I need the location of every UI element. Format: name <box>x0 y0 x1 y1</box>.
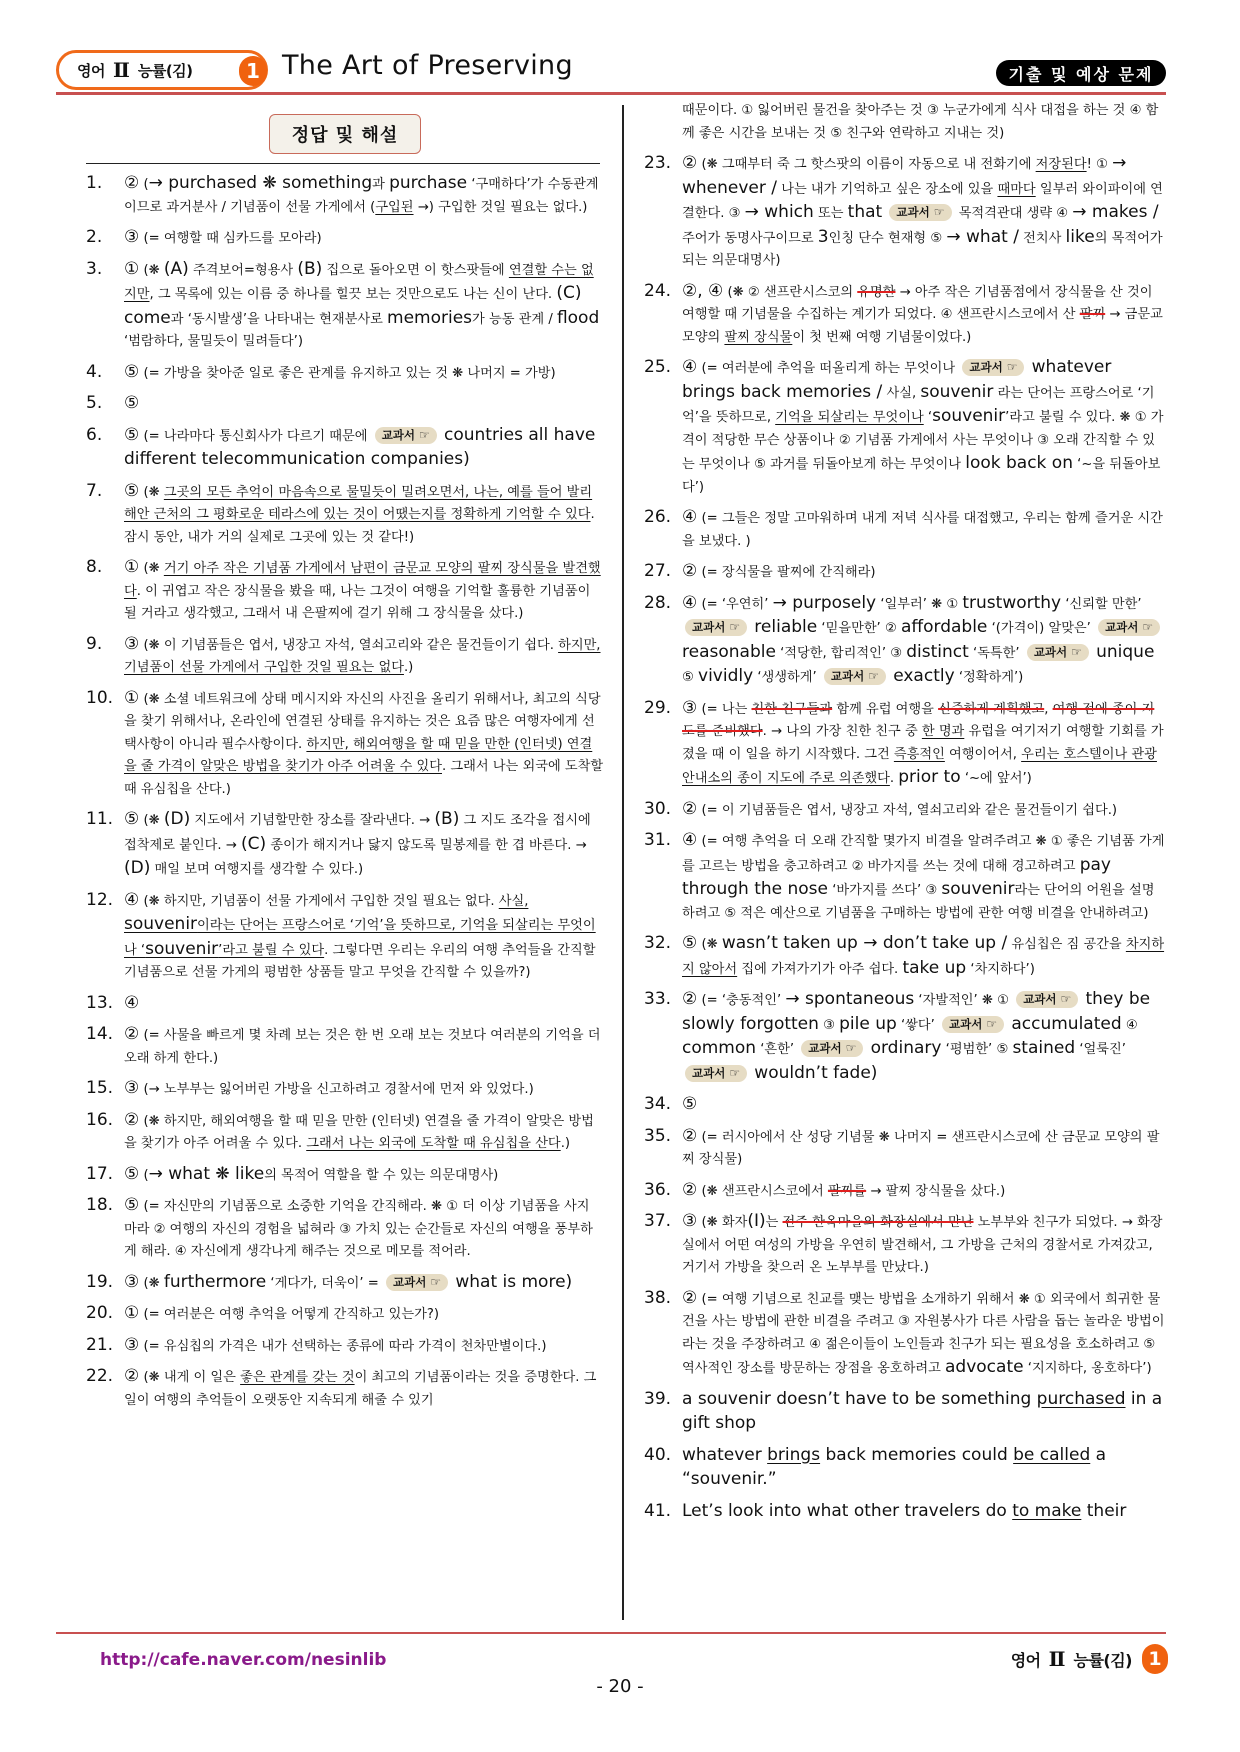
answer-item <box>644 506 1166 553</box>
answer-item <box>644 1500 1166 1525</box>
textbook-badge: 교과서 ☞ <box>1027 644 1089 661</box>
answer-explanation: ⑤ (❋ (D) 지도에서 기념할만한 장소를 잘라낸다. → (B) 그 지도 조각을 접시에 접착제로 붙인다. → (C) 종이가 해지거나 닳지 않도록 밀봉제를 한 겹 바른다. → (D) 매일 보며 여행지를 생각할 수 있다.) <box>124 809 591 878</box>
answer-explanation: ① (❋ 거기 아주 작은 기념품 가게에서 남편이 금문교 모양의 팔찌 장식물을 발견했다. 이 귀엽고 작은 장식물을 봤을 때, 나는 그것이 여행을 기억할 훌륭한 기념품이 될 거라고 생각했고, 그래서 내 은팔찌에 걸기 위해 그 장식물을 샀다.) <box>124 557 601 621</box>
answer-number: 21. <box>86 1334 114 1355</box>
section-heading <box>86 112 604 168</box>
answer-explanation: ① (= 여러분은 여행 추억을 어떻게 간직하고 있는가?) <box>124 1303 439 1323</box>
textbook-badge: 교과서 ☞ <box>685 619 747 636</box>
column-divider <box>622 105 624 1620</box>
answer-item <box>86 424 604 473</box>
answer-item <box>86 889 604 985</box>
answer-explanation: ③ (= 유심칩의 가격은 내가 선택하는 종류에 따라 가격이 천차만별이다.) <box>124 1334 547 1355</box>
answer-explanation: ① (❋ (A) 주격보어=형용사 (B) 집으로 돌아오면 이 핫스팟들에 연결할 수는 없지만, 그 목록에 있는 이름 중 하나를 힐끗 보는 것만으로도 나는 신이 난다. (C) come과 ‘동시발생’을 나타내는 현재분사로 memories가 능동 관계 / flood ‘범람하다, 물밀듯이 밀려들다’) <box>124 258 600 349</box>
answer-item <box>644 1093 1166 1118</box>
textbook-badge: 교과서 ☞ <box>375 427 437 444</box>
answer-explanation: ② (→ purchased ❋ something과 purchase ‘구매하다’가 수동관계이므로 과거분사 / 기념품이 선물 가게에서 (구입된 →) 구입한 것일 필요는 없다.) <box>124 173 599 215</box>
answer-explanation: ② (= 장식물을 팔찌에 간직해라) <box>682 561 876 581</box>
answer-list-right <box>644 100 1166 1524</box>
answer-number: 18. <box>86 1195 114 1215</box>
answer-number: 31. <box>644 830 672 850</box>
answer-item <box>86 633 604 680</box>
header-divider <box>56 92 1166 95</box>
answer-item <box>86 556 604 626</box>
answer-number: 36. <box>644 1179 672 1200</box>
section-title: 정답 및 해설 <box>269 114 421 154</box>
textbook-badge: 교과서 ☞ <box>386 1274 448 1291</box>
answer-explanation: ⑤ (❋ 그곳의 모든 추억이 마음속으로 물밀듯이 밀려오면서, 나는, 예를 들어 발리 해안 근처의 그 평화로운 테라스에 있는 것이 어땠는지를 정확하게 기억할 수 있다. 잠시 동안, 내가 거의 실제로 그곳에 있는 것 같다!) <box>124 480 595 545</box>
answer-explanation: ③ (= 여행할 때 심카드를 모아라) <box>124 227 322 247</box>
answer-item <box>86 992 604 1017</box>
answer-number: 7. <box>86 480 103 501</box>
answer-number: 39. <box>644 1388 672 1409</box>
answer-number: 19. <box>86 1271 114 1292</box>
answer-item <box>86 1163 604 1188</box>
answer-number: 33. <box>644 989 672 1009</box>
answer-item <box>644 356 1166 499</box>
pointing-hand-icon: ☞ <box>868 669 879 683</box>
answer-number: 17. <box>86 1163 114 1184</box>
answer-explanation: ③ (❋ 화자(I)는 전주 한옥마을의 화장실에서 만난 노부부와 친구가 되었다. → 화장실에서 어떤 여성의 가방을 우연히 발견해서, 그 가방을 근처의 경찰서로 가져갔고, 거기서 가방을 찾으러 온 노부부를 만났다.) <box>682 1211 1163 1275</box>
answer-explanation: ④ (= 여행 추억을 더 오래 간직할 몇가지 비결을 알려주려고 ❋ ① 좋은 기념품 가게를 고르는 방법을 충고하려고 ② 바가지를 쓰는 것에 대해 경고하려고 pay through the nose ‘바가지를 쓰다’ ③ souvenir라는 단어의 어원을 설명하려고 ⑤ 적은 예산으로 기념품을 구매하는 방법에 관한 여행 비결을 안내하려고) <box>682 830 1165 921</box>
pointing-hand-icon: ☞ <box>419 427 430 442</box>
answer-explanation: ④ (= ‘우연히’ → purposely ‘일부러’ ❋ ① trustworthy ‘신뢰할 만한’ 교과서 ☞ reliable ‘믿을만한’ ② affordable ‘(가격이) 알맞은’ 교과서 ☞ reasonable ‘적당한, 합리적인’ ③ distinct ‘독특한’ 교과서 ☞ unique ⑤ vividly ‘생생하게’ 교과서 ☞ exactly ‘정확하게’) <box>682 597 1163 686</box>
textbook-badge: 교과서 ☞ <box>685 1065 747 1082</box>
footer-subject: 영어 <box>1010 1650 1041 1670</box>
footer-lesson-badge: 1 <box>1142 1644 1168 1674</box>
answer-explanation: ⑤ <box>124 393 140 413</box>
answer-number: 29. <box>644 697 672 718</box>
section-rule <box>86 163 600 165</box>
pointing-hand-icon: ☞ <box>986 1016 998 1031</box>
answer-number: 38. <box>644 1287 672 1308</box>
answer-item <box>644 697 1166 791</box>
answer-explanation: ④ (❋ 하지만, 기념품이 선물 가게에서 구입한 것일 필요는 없다. 사실, souvenir이라는 단어는 프랑스어로 ‘기억’을 뜻하므로, 기억을 되살리는 무엇이나 ‘souvenir’라고 불릴 수 있다. 그렇다면 우리는 우리의 여행 추억들을 간직할 기념품으로 선물 가게의 평범한 상품들 말고 무엇을 간직할 수 있을까?) <box>124 889 596 980</box>
answer-item <box>644 560 1166 585</box>
answer-item <box>86 687 604 802</box>
answer-item <box>644 1179 1166 1204</box>
answer-explanation: ③ (= 나는 친한 친구들과 함께 유럽 여행을 신중하게 계획했고, 여행 전에 종이 지도를 준비했다. → 나의 가장 친한 친구 중 한 명과 유럽을 여기저기 여행할 기회를 가졌을 때 이 일을 하기 시작했다. 그건 즉흥적인 여행이어서, 우리는 호스텔이나 관광안내소의 종이 지도에 주로 의존했다. prior to ‘~에 앞서’) <box>682 697 1164 787</box>
pointing-hand-icon: ☞ <box>1142 620 1154 634</box>
pointing-hand-icon: ☞ <box>933 205 945 219</box>
answer-number: 20. <box>86 1303 114 1323</box>
answer-explanation: ② (= ‘충동적인’ → spontaneous ‘자발적인’ ❋ ① 교과서 ☞ they be slowly forgotten ③ pile up ‘쌓다’ 교과서 ☞ accumulated ④ common ‘흔한’ 교과서 ☞ ordinary ‘평범한’ ⑤ stained ‘얼룩진’ 교과서 ☞ wouldn’t fade) <box>682 989 1151 1083</box>
answer-number: 14. <box>86 1024 114 1044</box>
answer-item <box>644 829 1166 925</box>
answer-item <box>86 361 604 386</box>
textbook-badge: 교과서 ☞ <box>962 359 1024 376</box>
exam-type-badge: 기출 및 예상 문제 <box>996 60 1166 86</box>
footer-level: Ⅱ <box>1048 1647 1066 1671</box>
answer-item <box>644 932 1166 981</box>
footer-course-label <box>1011 1644 1168 1674</box>
answer-item <box>644 1210 1166 1280</box>
answer-explanation: ⑤ (= 나라마다 통신회사가 다르기 때문에 교과서 ☞ countries all have different telecommunication companies) <box>124 424 596 469</box>
pointing-hand-icon: ☞ <box>845 1041 857 1055</box>
answer-number: 11. <box>86 809 114 829</box>
answer-explanation: ② (❋ 샌프란시스코에서 팔찌를 → 팔찌 장식물을 샀다.) <box>682 1179 1006 1200</box>
answer-number: 1. <box>86 173 103 193</box>
pointing-hand-icon: ☞ <box>729 1065 741 1080</box>
textbook-badge: 교과서 ☞ <box>1016 991 1078 1008</box>
answer-number: 22. <box>86 1366 114 1386</box>
answer-number: 27. <box>644 561 672 581</box>
answer-explanation: ⑤ (= 가방을 찾아준 일로 좋은 관계를 유지하고 있는 것 ❋ 나머지 = 가방) <box>124 361 556 382</box>
answer-number: 8. <box>86 557 103 577</box>
answer-number: 6. <box>86 424 103 445</box>
answer-item <box>644 988 1166 1086</box>
answer-explanation: ② (= 여행 기념으로 친교를 맺는 방법을 소개하기 위해서 ❋ ① 외국에서 희귀한 물건을 사는 방법에 관한 비결을 주려고 ③ 자원봉사가 다른 사람을 돕는 놀라운 방법이라는 것을 주장하려고 ④ 젊은이들이 노인들과 친구가 되는 필요성을 호소하려고 ⑤ 역사적인 장소를 방문하는 장점을 옹호하려고 advocate ‘지지하다, 옹호하다’) <box>682 1287 1165 1377</box>
answer-explanation: ②, ④ (❋ ② 샌프란시스코의 유명한 → 아주 작은 기념품점에서 장식물을 산 것이 여행할 때 기념물을 수집하는 계기가 되었다. ④ 샌프란시스코에서 산 팔찌 → 금문교 모양의 팔찌 장식물이 첫 번째 여행 기념물이었다.) <box>682 280 1163 345</box>
answer-explanation: whatever brings back memories could be called a “souvenir.” <box>682 1444 1107 1489</box>
answer-item <box>86 480 604 550</box>
answer-number: 9. <box>86 633 103 654</box>
answer-number: 2. <box>86 227 103 247</box>
answer-explanation: ② (= 사물을 빠르게 몇 차례 보는 것은 한 번 오래 보는 것보다 여러분의 기억을 더 오래 하게 한다.) <box>124 1024 601 1066</box>
answer-explanation: ① (❋ 소셜 네트워크에 상태 메시지와 자신의 사진을 올리기 위해서나, 최고의 식당을 찾기 위해서나, 온라인에 연결된 상태를 유지하는 것은 요즘 많은 여행자에게 선택사항이 아니라 필수사항이다. 하지만, 해외여행을 할 때 믿을 만한 (인터넷) 연결을 줄 가격이 알맞은 방법을 찾기가 아주 어려울 수 있다. 그래서 나는 외국에 도착할 때 유심칩을 산다.) <box>124 687 604 797</box>
pointing-hand-icon: ☞ <box>1006 360 1018 374</box>
pointing-hand-icon: ☞ <box>1071 644 1082 659</box>
footer-divider <box>56 1632 1166 1634</box>
answer-explanation: ⑤ (❋ wasn’t taken up → don’t take up / 유심칩은 짐 공간을 차지하지 않아서 집에 가져가기가 아주 쉽다. take up ‘차지하다’) <box>682 933 1165 978</box>
answer-explanation: ⑤ (→ what ❋ like의 목적어 역할을 할 수 있는 의문대명사) <box>124 1163 499 1184</box>
answer-explanation: ② (= 이 기념품들은 엽서, 냉장고 자석, 열쇠고리와 같은 물건들이기 쉽다.) <box>682 798 1118 819</box>
answer-item <box>644 798 1166 823</box>
answer-item <box>86 1194 604 1264</box>
answer-number: 15. <box>86 1078 114 1098</box>
lesson-number-badge: 1 <box>239 56 267 86</box>
page-header <box>56 48 1166 94</box>
answer-explanation: ③ (❋ 이 기념품들은 엽서, 냉장고 자석, 열쇠고리와 같은 물건들이기 쉽다. 하지만, 기념품이 선물 가게에서 구입한 것일 필요는 없다.) <box>124 633 601 675</box>
answer-item <box>644 1125 1166 1172</box>
answer-item <box>644 592 1166 690</box>
level-label: Ⅱ <box>112 58 130 82</box>
answer-item <box>86 226 604 251</box>
textbook-badge: 교과서 ☞ <box>801 1040 863 1057</box>
answer-explanation: ④ <box>124 992 140 1013</box>
left-column <box>86 112 604 1419</box>
answer-number: 26. <box>644 507 672 527</box>
lesson-title: The Art of Preserving <box>282 50 573 81</box>
answer-number: 34. <box>644 1094 672 1114</box>
answer-explanation: a souvenir doesn’t have to be something purchased in a gift shop <box>682 1388 1163 1433</box>
answer-item <box>644 1388 1166 1437</box>
answer-list-left <box>86 172 604 1412</box>
answer-number: 23. <box>644 153 672 173</box>
answer-number: 13. <box>86 992 114 1013</box>
answer-number: 3. <box>86 258 103 279</box>
answer-number: 28. <box>644 592 672 613</box>
answer-number: 35. <box>644 1125 672 1146</box>
answer-item <box>644 152 1166 273</box>
answer-explanation: ③ (❋ furthermore ‘게다가, 더욱이’ = 교과서 ☞ what is more) <box>124 1271 573 1292</box>
answer-item <box>86 1365 604 1412</box>
answer-item <box>86 1334 604 1359</box>
answer-number: 10. <box>86 687 114 708</box>
answer-explanation: ⑤ <box>682 1094 698 1114</box>
answer-explanation: ④ (= 그들은 정말 고마워하며 내게 저녁 식사를 대접했고, 우리는 함께 즐거운 시간을 보냈다. ) <box>682 507 1163 549</box>
page-number: - 20 - <box>596 1676 644 1697</box>
footer-publisher: 능률(김) <box>1073 1650 1132 1670</box>
answer-number: 24. <box>644 280 672 301</box>
answer-item <box>86 1271 604 1296</box>
answer-explanation: ⑤ (= 자신만의 기념품으로 소중한 기억을 간직해라. ❋ ① 더 이상 기념품을 사지 마라 ② 여행의 자신의 경험을 넓혀라 ③ 가치 있는 순간들로 자신의 여행을 풍부하게 해라. ④ 자신에게 생각나게 해주는 것으로 메모를 적어라. <box>124 1195 593 1259</box>
publisher-label: 능률(김) <box>137 61 193 80</box>
answer-number: 4. <box>86 361 103 382</box>
answer-explanation: ③ (→ 노부부는 잃어버린 가방을 신고하려고 경찰서에 먼저 와 있었다.) <box>124 1078 534 1098</box>
answer-number: 32. <box>644 933 672 953</box>
textbook-badge: 교과서 ☞ <box>824 668 886 685</box>
answer-item <box>86 1109 604 1156</box>
pointing-hand-icon: ☞ <box>1060 992 1072 1006</box>
answer-item <box>86 1302 604 1327</box>
answer-item <box>86 1023 604 1070</box>
answer-explanation: ④ (= 여러분에 추억을 떠올리게 하는 무엇이나 교과서 ☞ whatever brings back memories / 사실, souvenir 라는 단어는 프랑스어로 ‘기억’을 뜻하므로, 기억을 되살리는 무엇이나 ‘souvenir’라고 불릴 수 있다. ❋ ① 가격이 적당한 무슨 상품이나 ② 기념품 가게에서 사는 무엇이나 ③ 오래 간직할 수 있는 무엇이나 ⑤ 과거를 뒤돌아보게 하는 무엇이나 look back on ‘~을 뒤돌아보다’) <box>682 357 1164 495</box>
answer-item <box>644 1444 1166 1493</box>
answer-number: 5. <box>86 393 103 413</box>
answer-number: 16. <box>86 1109 114 1130</box>
answer-item <box>644 100 1166 145</box>
cafe-link[interactable]: http://cafe.naver.com/nesinlib <box>100 1650 387 1670</box>
answer-item <box>644 1287 1166 1381</box>
textbook-badge: 교과서 ☞ <box>942 1016 1004 1033</box>
answer-number: 12. <box>86 889 114 910</box>
course-pill <box>56 50 268 90</box>
answer-number: 40. <box>644 1444 672 1465</box>
subject-label: 영어 <box>77 61 105 80</box>
answer-item <box>86 1077 604 1102</box>
answer-number: 37. <box>644 1211 672 1231</box>
answer-item <box>86 808 604 882</box>
textbook-badge: 교과서 ☞ <box>889 204 951 221</box>
answer-explanation: ② (❋ 내게 이 일은 좋은 관계를 갖는 것이 최고의 기념품이라는 것을 증명한다. 그 일이 여행의 추억들이 오랫동안 지속되게 해줄 수 있기 <box>124 1366 597 1408</box>
answer-explanation: 때문이다. ① 잃어버린 물건을 찾아주는 것 ③ 누군가에게 식사 대접을 하는 것 ④ 함께 좋은 시간을 보내는 것 ⑤ 친구와 연락하고 지내는 것) <box>682 103 1159 141</box>
pointing-hand-icon: ☞ <box>729 620 741 634</box>
answer-explanation: Let’s look into what other travelers do to make their <box>682 1500 1127 1521</box>
answer-explanation: ② (❋ 하지만, 해외여행을 할 때 믿을 만한 (인터넷) 연결을 줄 가격이 알맞은 방법을 찾기가 아주 어려울 수 있다. 그래서 나는 외국에 도착할 때 유심칩을 산다.) <box>124 1109 594 1151</box>
answer-item <box>86 258 604 354</box>
textbook-badge: 교과서 ☞ <box>1098 619 1160 636</box>
right-column <box>644 100 1166 1531</box>
answer-item <box>86 172 604 219</box>
answer-explanation: ② (= 러시아에서 산 성당 기념물 ❋ 나머지 = 샌프란시스코에 산 금문교 모양의 팔찌 장식물) <box>682 1125 1160 1167</box>
answer-number: 41. <box>644 1500 672 1521</box>
answer-number: 25. <box>644 357 672 377</box>
answer-item <box>644 280 1166 350</box>
answer-explanation: ② (❋ 그때부터 죽 그 핫스팟의 이름이 자동으로 내 전화기에 저장된다! ① → whenever / 나는 내가 기억하고 싶은 장소에 있을 때마다 일부러 와이파이에 연결한다. ③ → which 또는 that 교과서 ☞ 목적격관대 생략 ④ → makes / 주어가 동명사구이므로 3인칭 단수 현재형 ⑤ → what / 전치사 like의 목적어가 되는 의문대명사) <box>682 153 1163 268</box>
answer-item <box>86 392 604 417</box>
pointing-hand-icon: ☞ <box>430 1274 442 1289</box>
answer-number: 30. <box>644 798 672 819</box>
